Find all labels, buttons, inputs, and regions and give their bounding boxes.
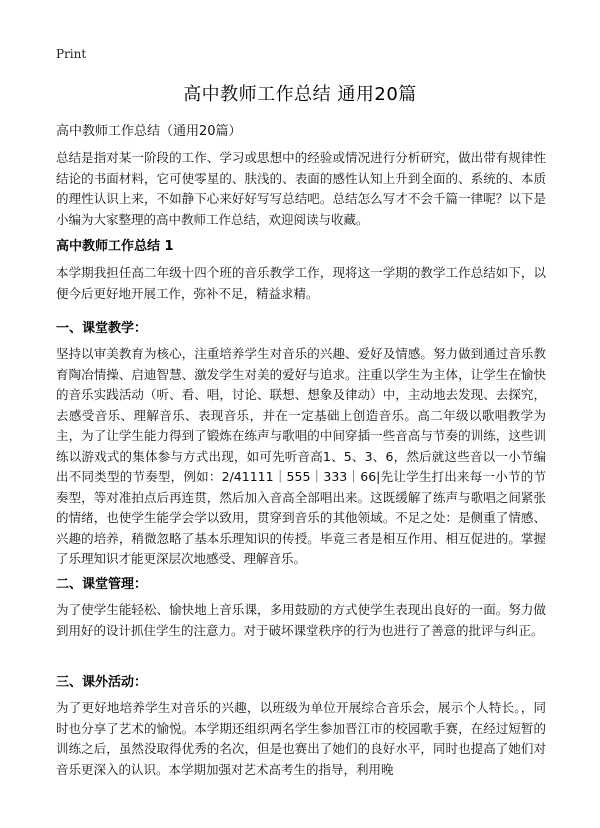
document-subtitle: 高中教师工作总结（通用20篇） [56, 124, 242, 139]
subsection-heading-teaching: 一、课堂教学： [56, 321, 148, 336]
subsection-heading-management: 二、课堂管理： [56, 577, 148, 592]
section-paragraph: 本学期我担任高二年级十四个班的音乐教学工作，现将这一学期的教学工作总结如下，以便今后更好地开展工作，弥补不足，精益求精。 [56, 265, 546, 301]
extracurricular-paragraph: 为了更好地培养学生对音乐的兴趣，以班级为单位开展综合音乐会，展示个人特长。，同时也分享了艺术的愉悦。本学期还组织两名学生参加晋江市的校园歌手赛，在经过短暂的训练之后，虽然没取得优秀的名次，但是也赛出了她们的良好水平，同时也提高了她们对音乐更深入的认识。本学期加强对艺术高考生的指导，利用晚 [56, 700, 546, 777]
intro-paragraph: 总结是指对某一阶段的工作、学习或思想中的经验或情况进行分析研究，做出带有规律性结论的书面材料，它可使零星的、肤浅的、表面的感性认知上升到全面的、系统的、本质的理性认识上来，不如静下心来好好写写总结吧。总结怎么写才不会千篇一律呢？以下是小编为大家整理的高中教师工作总结，欢迎阅读与收藏。 [56, 150, 546, 227]
page-title: 高中教师工作总结 通用20篇 [183, 84, 417, 105]
section-heading: 高中教师工作总结 1 [56, 239, 174, 254]
subsection-heading-extracurricular: 三、课外活动： [56, 675, 148, 690]
teaching-paragraph: 坚持以审美教育为核心，注重培养学生对音乐的兴趣、爱好及情感。努力做到通过音乐教育陶冶情操、启迪智慧、激发学生对美的爱好与追求。注重以学生为主体，让学生在愉快的音乐实践活动（听、看、唱，讨论、联想、想象及律动）中，主动地去发现、去探究，去感受音乐、理解音乐、表现音乐，并在一定基础上创造音乐。高二年级以歌唱教学为主，为了让学生能力得到了锻炼在练声与歌唱的中间穿插一些音高与节奏的训练，这些训练以游戏式的集体参与方式出现，如可先听音高1、5、3、6，然后就这些音以一小节编出不同类型的节奏型，例如：2/41111｜555｜333｜66|先让学生打出来每一小节的节奏型，等对准拍点后再连贯，然后加入音高全部唱出来。这既缓解了练声与歌唱之间紧张的情绪，也使学生能学会学以致用，贯穿到音乐的其他领域。不足之处：是侧重了情感、兴趣的培养，稍微忽略了基本乐理知识的传授。毕竟三者是相互作用、相互促进的。掌握了乐理知识才能更深层次地感受、理解音乐。 [56, 346, 546, 566]
print-link[interactable]: Print [56, 47, 87, 61]
management-paragraph: 为了使学生能轻松、愉快地上音乐课，多用鼓励的方式使学生表现出良好的一面。努力做到用好的设计抓住学生的注意力。对于破坏课堂秩序的行为也进行了善意的批评与纠正。 [56, 602, 546, 638]
